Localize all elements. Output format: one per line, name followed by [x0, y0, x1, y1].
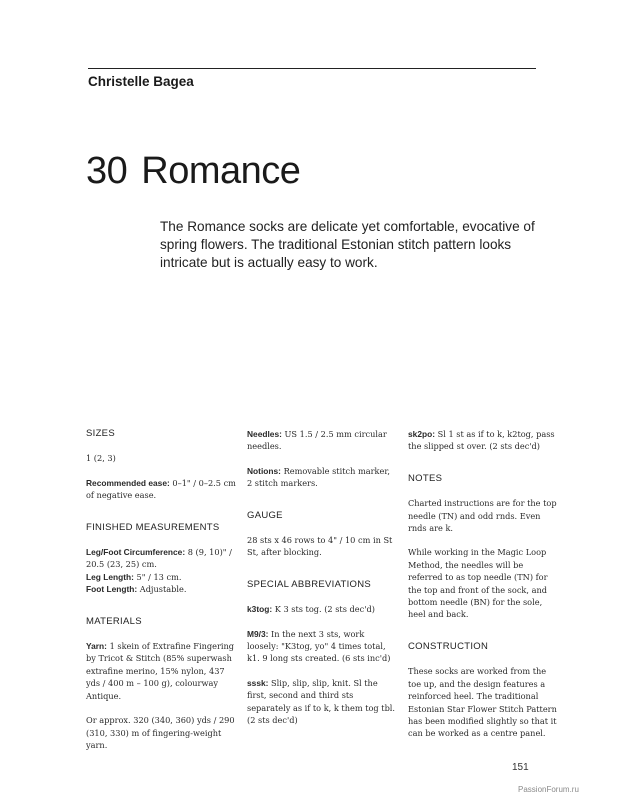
- page-title: [86, 150, 300, 193]
- materials-heading: MATERIALS: [86, 615, 142, 627]
- leg-length-text: [86, 571, 236, 583]
- column-middle: [247, 428, 397, 739]
- leg-length-value: 5" / 13 cm.: [136, 571, 182, 582]
- gauge-heading: GAUGE: [247, 509, 283, 521]
- page-number: 151: [512, 762, 529, 773]
- m9-text: [247, 628, 397, 665]
- sssk-label: sssk:: [247, 677, 269, 688]
- sizes-values: 1 (2, 3): [86, 453, 116, 464]
- construction-text: These socks are worked from the toe up, and the design features a reinforced heel. The traditional Estonian Star Flower Stitch Pattern has been modified slightly so that it can be worked as a centre panel.: [408, 666, 557, 739]
- circumference-label: Leg/Foot Circumference:: [86, 547, 186, 558]
- sssk-text: [247, 677, 397, 727]
- watermark: PassionForum.ru: [518, 785, 579, 794]
- m9-value: In the next 3 sts, work loosely: "K3tog, yo" 4 times total, k1. 9 long sts created. (6 sts inc'd): [247, 628, 391, 664]
- sk2po-text: [408, 428, 558, 453]
- sk2po-label: sk2po:: [408, 429, 435, 439]
- foot-length-label: Foot Length:: [86, 584, 138, 595]
- notes-paragraph-2: While working in the Magic Loop Method, the needles will be referred to as top needle (TN) for the top and front of the sock, and bottom needle (BN) for the sole, heel and back.: [408, 547, 548, 620]
- k3tog-text: [247, 603, 397, 615]
- yarn-label: Yarn:: [86, 641, 107, 652]
- circumference-value: 8 (9, 10)" / 20.5 (23, 25) cm.: [86, 547, 232, 570]
- foot-length-value: Adjustable.: [139, 584, 187, 595]
- yarn-value: 1 skein of Extrafine Fingering by Tricot & Stitch (85% superwash extrafine merino, 15% nylon, 437 yds / 400 m – 100 g), colourway Antique.: [86, 641, 235, 701]
- foot-length-text: [86, 583, 236, 595]
- m9-label: M9/3:: [247, 628, 269, 639]
- notes-heading: NOTES: [408, 472, 443, 484]
- abbreviations-heading: SPECIAL ABBREVIATIONS: [247, 578, 372, 590]
- pattern-number: 30: [86, 150, 128, 192]
- pattern-name: Romance: [141, 150, 301, 192]
- k3tog-label: k3tog:: [247, 604, 273, 615]
- column-right: [408, 428, 558, 752]
- author-name: Christelle Bagea: [88, 74, 194, 89]
- yarn-alternative: Or approx. 320 (340, 360) yds / 290 (310, 330) m of fingering-weight yarn.: [86, 715, 235, 750]
- intro-paragraph: The Romance socks are delicate yet comfortable, evocative of spring flowers. The traditional Estonian stitch pattern looks intricate but is actually easy to work.: [160, 219, 535, 270]
- notes-paragraph-1: Charted instructions are for the top needle (TN) and odd rnds. Even rnds are k.: [408, 498, 557, 534]
- sk2po-value: Sl 1 st as if to k, k2tog, pass the slipped st over. (2 sts dec'd): [408, 429, 555, 452]
- needles-label: Needles:: [247, 429, 282, 439]
- notions-value: Removable stitch marker, 2 stitch markers.: [247, 465, 390, 489]
- ease-value: 0–1" / 0–2.5 cm of negative ease.: [86, 477, 236, 501]
- yarn-text: [86, 640, 236, 702]
- notions-label: Notions:: [247, 465, 281, 476]
- column-left: [86, 428, 236, 763]
- ease-text: [86, 477, 236, 502]
- sizes-heading: SIZES: [86, 428, 115, 439]
- circumference-text: [86, 546, 236, 571]
- k3tog-value: K 3 sts tog. (2 sts dec'd): [274, 604, 375, 615]
- author-divider: [88, 68, 536, 69]
- needles-text: [247, 428, 397, 453]
- construction-heading: CONSTRUCTION: [408, 640, 489, 652]
- gauge-text: 28 sts x 46 rows to 4" / 10 cm in St St, after blocking.: [247, 535, 393, 558]
- sssk-value: Slip, slip, slip, knit. Sl the first, second and third sts separately as if to k, k them tog tbl. (2 sts dec'd): [247, 677, 396, 726]
- ease-label: Recommended ease:: [86, 477, 170, 488]
- notions-text: [247, 465, 397, 490]
- needles-value: US 1.5 / 2.5 mm circular needles.: [247, 429, 387, 452]
- leg-length-label: Leg Length:: [86, 571, 134, 582]
- finished-heading: FINISHED MEASUREMENTS: [86, 521, 220, 533]
